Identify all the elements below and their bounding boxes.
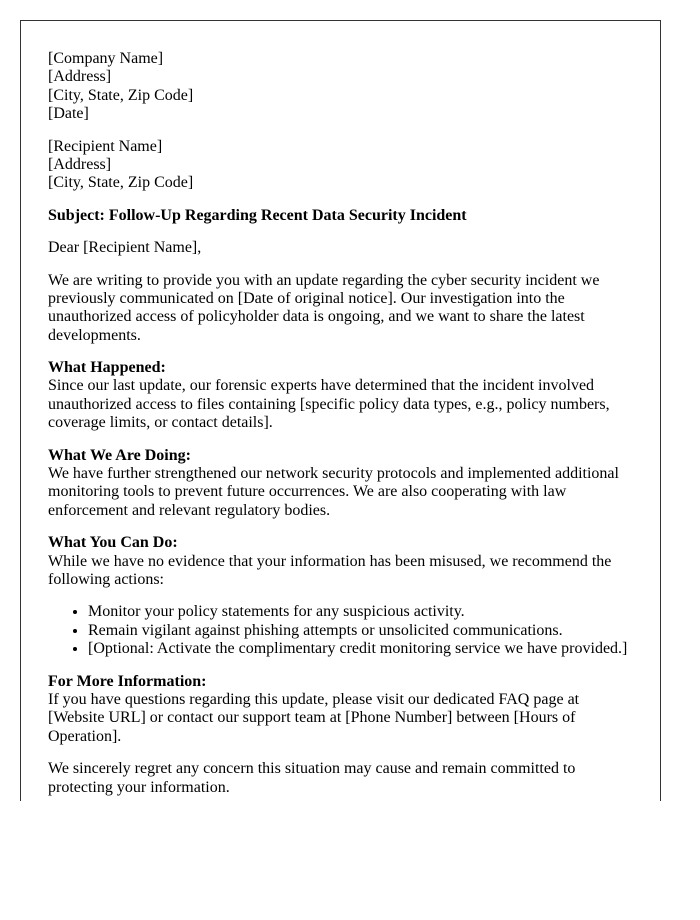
section-what-happened xyxy=(48,359,633,433)
what-we-are-doing-body: We have further strengthened our network security protocols and implemented additional monitoring tools to prevent future occurrences. We are also cooperating with law enforcement and relevant regulatory bodies. xyxy=(48,465,619,519)
subject-text: Subject: Follow-Up Regarding Recent Data Security Incident xyxy=(48,206,467,224)
recommended-actions-list xyxy=(48,603,633,658)
for-more-information-body: If you have questions regarding this update, please visit our dedicated FAQ page at [Website URL] or contact our support team at [Phone Number] between [Hours of Operation]. xyxy=(48,690,580,745)
sender-address: [Address] xyxy=(48,68,112,86)
list-item-monitor-statements: • Monitor your policy statements for any suspicious activity. xyxy=(88,603,633,621)
sender-company-name: [Company Name] xyxy=(48,50,164,67)
letter-document xyxy=(20,20,661,801)
salutation: Dear [Recipient Name], xyxy=(48,239,202,257)
section-what-we-are-doing xyxy=(48,447,633,521)
sender-city-state-zip: [City, State, Zip Code] xyxy=(48,86,194,104)
what-you-can-do-body: While we have no evidence that your information has been misused, we recommend the following actions: xyxy=(48,552,612,588)
list-item-remain-vigilant: • Remain vigilant against phishing attempts or unsolicited communications. xyxy=(88,622,633,640)
sender-address-block xyxy=(48,50,633,124)
subject-line xyxy=(48,207,633,225)
section-for-more-information xyxy=(48,673,633,747)
recipient-name: [Recipient Name] xyxy=(48,137,163,155)
letter-date: [Date] xyxy=(48,105,89,123)
for-more-information-heading: For More Information: xyxy=(48,672,207,690)
what-we-are-doing-heading: What We Are Doing: xyxy=(48,446,191,464)
what-happened-heading: What Happened: xyxy=(48,359,166,377)
list-item-credit-monitoring: • [Optional: Activate the complimentary credit monitoring service we have provided.] xyxy=(88,640,633,658)
section-what-you-can-do xyxy=(48,534,633,589)
what-happened-body: Since our last update, our forensic experts have determined that the incident involved unauthorized access to files containing [specific policy data types, e.g., policy numbers, coverage limits, or contact details]. xyxy=(48,377,610,432)
closing-paragraph: We sincerely regret any concern this situation may cause and remain committed to protecting your information. xyxy=(48,760,576,796)
recipient-city-state-zip: [City, State, Zip Code] xyxy=(48,174,194,192)
recipient-address: [Address] xyxy=(48,155,112,173)
recipient-address-block xyxy=(48,138,633,193)
intro-paragraph: We are writing to provide you with an update regarding the cyber security incident we previously communicated on [Date of original notice]. Our investigation into the unauthorized access of policyholder data is ongoing, and we want to share the latest developments. xyxy=(48,271,600,344)
what-you-can-do-heading: What You Can Do: xyxy=(48,534,178,552)
